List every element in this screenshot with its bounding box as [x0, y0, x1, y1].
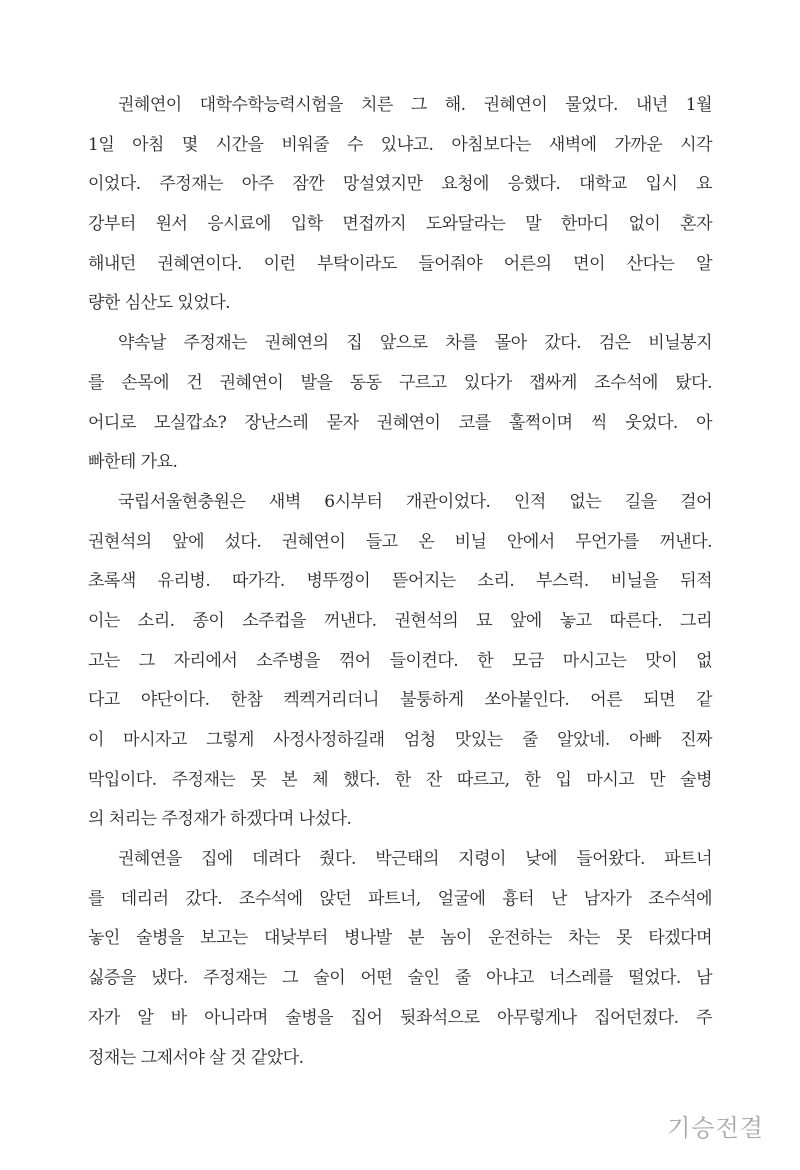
text-line: 초록색 유리병. 따가각. 병뚜껑이 뜯어지는 소리. 부스럭. 비닐을 뒤적 — [88, 571, 712, 592]
paragraph-1 — [88, 86, 712, 324]
text-line: 이었다. 주정재는 아주 잠깐 망설였지만 요청에 응했다. 대학교 입시 요 — [88, 174, 712, 195]
text-line: 막입이다. 주정재는 못 본 체 했다. 한 잔 따르고, 한 입 마시고 만 술병 — [88, 769, 712, 790]
text-line: 를 데리러 갔다. 조수석에 앉던 파트너, 얼굴에 흉터 난 남자가 조수석에 — [88, 888, 712, 909]
body-text — [88, 86, 712, 1078]
text-line: 의 처리는 주정재가 하겠다며 나섰다. — [88, 809, 352, 830]
text-line: 량한 심산도 있었다. — [88, 293, 231, 314]
text-line: 해내던 권혜연이다. 이런 부탁이라도 들어줘야 어른의 면이 산다는 알 — [88, 253, 712, 274]
paragraph-2 — [88, 324, 712, 483]
text-line: 다고 야단이다. 한참 켁켁거리더니 불퉁하게 쏘아붙인다. 어른 되면 같 — [88, 690, 712, 711]
text-line: 놓인 술병을 보고는 대낮부터 병나발 분 놈이 운전하는 차는 못 타겠다며 — [88, 928, 712, 949]
text-line: 이 마시자고 그렇게 사정사정하길래 엄청 맛있는 줄 알았네. 아빠 진짜 — [88, 730, 712, 750]
text-line: 어디로 모실깝쇼? 장난스레 묻자 권혜연이 코를 훌쩍이며 씩 웃었다. 아 — [88, 412, 712, 433]
text-line: 강부터 원서 응시료에 입학 면접까지 도와달라는 말 한마디 없이 혼자 — [88, 214, 712, 235]
paragraph-4 — [88, 840, 712, 1078]
text-line: 자가 알 바 아니라며 술병을 집어 뒷좌석으로 아무렇게나 집어던졌다. 주 — [88, 1007, 712, 1028]
text-line: 를 손목에 건 권혜연이 발을 동동 구르고 있다가 잽싸게 조수석에 탔다. — [88, 372, 712, 393]
text-line: 싫증을 냈다. 주정재는 그 술이 어떤 술인 줄 아냐고 너스레를 떨었다. 남 — [88, 968, 712, 989]
text-line: 1일 아침 몇 시간을 비워줄 수 있냐고. 아침보다는 새벽에 가까운 시각 — [88, 134, 712, 155]
text-line: 고는 그 자리에서 소주병을 꺾어 들이켠다. 한 모금 마시고는 맛이 없 — [88, 650, 712, 671]
text-line: 정재는 그제서야 살 것 같았다. — [88, 1047, 304, 1068]
text-line: 권현석의 앞에 섰다. 권혜연이 들고 온 비닐 안에서 무언가를 꺼낸다. — [88, 531, 712, 552]
text-line: 권혜연이 대학수학능력시험을 치른 그 해. 권혜연이 물었다. 내년 1월 — [118, 95, 712, 115]
paragraph-3 — [88, 483, 712, 840]
text-line: 권혜연을 집에 데려다 줬다. 박근태의 지령이 낮에 들어왔다. 파트너 — [118, 849, 712, 870]
text-line: 빠한테 가요. — [88, 452, 178, 473]
text-line: 약속날 주정재는 권혜연의 집 앞으로 차를 몰아 갔다. 검은 비닐봉지 — [118, 333, 712, 354]
text-line: 국립서울현충원은 새벽 6시부터 개관이었다. 인적 없는 길을 걸어 — [118, 491, 712, 512]
book-title-footer: 기승전결 — [667, 1114, 764, 1142]
text-line: 이는 소리. 종이 소주컵을 꺼낸다. 권현석의 묘 앞에 놓고 따른다. 그리 — [88, 610, 712, 631]
